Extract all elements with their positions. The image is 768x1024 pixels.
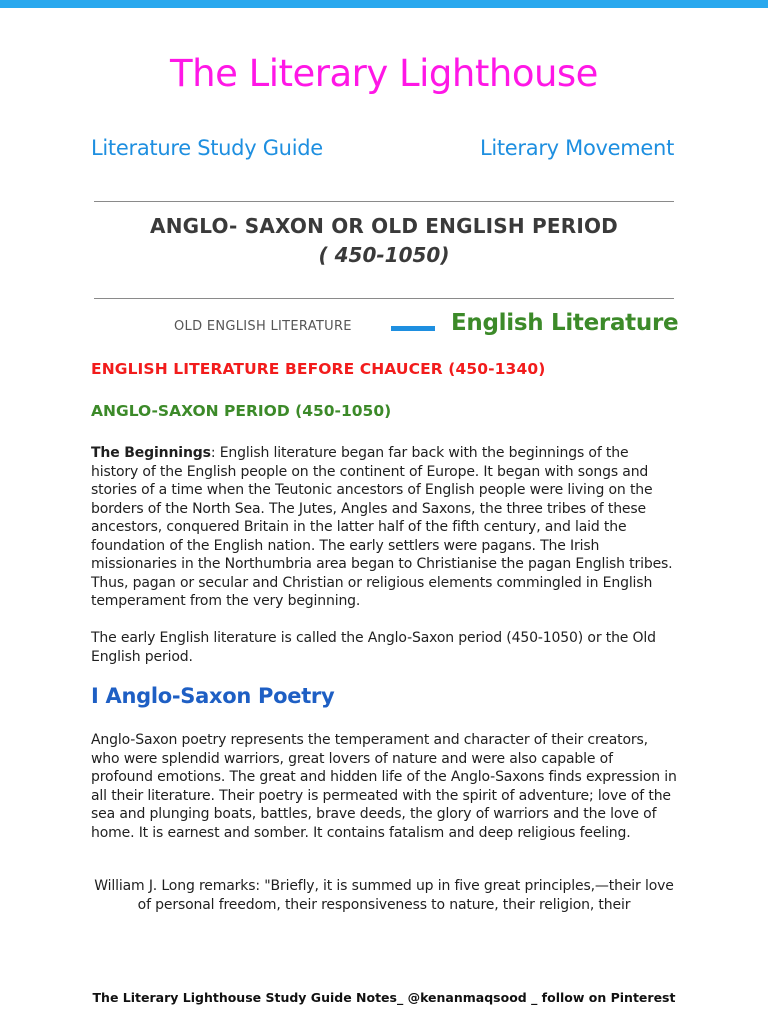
divider-bottom [94,298,674,299]
beginnings-text: : English literature began far back with the beginnings of the history of the English people on the continent of Europe. It began with songs and stories of a time when the Teutonic ancestors of English people were living on the borders of the North Sea. The Jutes, Angles and Saxons, the three tribes of these ancestors, conquered Britain in the latter half of the fifth century, and laid the foundation of the English nation. The early settlers were pagans. The Irish missionaries in the Northumbria area began to Christianise the pagan English tribes. Thus, pagan or secular and Christian or religious elements commingled in English temperament from the very beginning. [91,445,673,609]
category-label: OLD ENGLISH LITERATURE [174,319,352,334]
quote-william-long: William J. Long remarks: "Briefly, it is summed up in five great principles,—their love of personal freedom, their responsiveness to nature, their religion, their [94,878,674,913]
paragraph-old-english-period: The early English literature is called the Anglo-Saxon period (450-1050) or the Old English period. [91,630,656,665]
beginnings-label: The Beginnings [91,445,211,461]
section-heading-before-chaucer: ENGLISH LITERATURE BEFORE CHAUCER (450-1340) [91,360,546,378]
top-accent-bar [0,0,768,8]
category-separator [391,326,435,331]
page-title: ANGLO- SAXON OR OLD ENGLISH PERIOD [150,214,618,238]
nav-link-literary-movement[interactable]: Literary Movement [479,136,674,160]
footer-credit: The Literary Lighthouse Study Guide Notes_ @kenanmaqsood _ follow on Pinterest [92,990,676,1005]
page-title-dates: ( 450-1050) [318,243,450,267]
nav-link-study-guide[interactable]: Literature Study Guide [91,136,323,160]
section-heading-anglo-saxon-period: ANGLO-SAXON PERIOD (450-1050) [91,402,392,420]
site-title: The Literary Lighthouse [170,52,598,95]
paragraph-beginnings [91,444,677,611]
paragraph-poetry: Anglo-Saxon poetry represents the temperament and character of their creators, who were splendid warriors, great lovers of nature and were also capable of profound emotions. The great and hidden life of the Anglo-Saxons finds expression in all their literature. Their poetry is permeated with the spirit of adventure; love of the sea and plunging boats, battles, brave deeds, the glory of warriors and the love of home. It is earnest and somber. It contains fatalism and deep religious feeling. [91,732,677,841]
category-title: English Literature [451,310,679,336]
heading-anglo-saxon-poetry: I Anglo-Saxon Poetry [91,684,335,708]
divider-top [94,201,674,202]
